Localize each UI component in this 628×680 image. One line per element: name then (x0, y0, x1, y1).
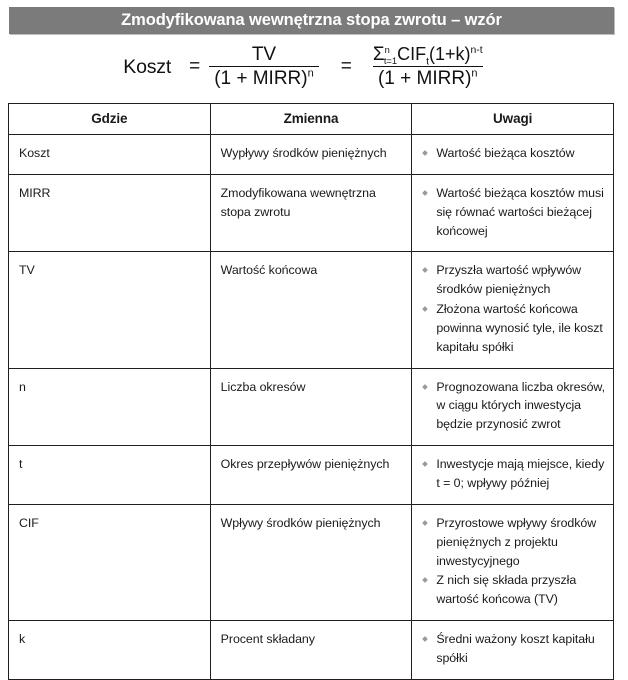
notes-list (422, 455, 607, 493)
column-header-uwagi: Uwagi (412, 104, 614, 135)
cell-notes (412, 504, 614, 620)
cell-symbol: MIRR (9, 174, 211, 252)
fraction-two-numerator (368, 45, 488, 66)
column-header-zmienna: Zmienna (210, 104, 412, 135)
cell-symbol: n (9, 368, 211, 446)
variables-table (8, 103, 614, 680)
cell-variable: Wpływy środków pieniężnych (210, 504, 412, 620)
cell-notes (412, 174, 614, 252)
table-body (9, 135, 614, 680)
note-item: Z nich się składa przyszła wartość końcowa (TV) (422, 571, 607, 609)
fraction-one-denominator-base: (1 + MIRR) (214, 68, 308, 89)
cell-notes (412, 252, 614, 368)
notes-list (422, 630, 607, 668)
note-item: Inwestycje mają miejsce, kiedy t = 0; wpływy później (422, 455, 607, 493)
notes-list (422, 261, 607, 356)
cell-notes (412, 446, 614, 505)
summation-lower-limit: t=1 (383, 56, 398, 67)
note-item: Złożona wartość końcowa powinna wynosić tyle, ile koszt kapitału spółki (422, 300, 607, 357)
cell-notes (412, 135, 614, 175)
summation-upper-limit: n (384, 44, 390, 55)
growth-factor: (1+k) (428, 43, 471, 64)
cell-variable: Okres przepływów pieniężnych (210, 446, 412, 505)
cell-symbol: CIF (9, 504, 211, 620)
cif-subscript: t (426, 56, 429, 68)
fraction-two-denominator-exponent: n (471, 67, 478, 80)
table-row (9, 621, 614, 680)
cell-variable: Wypływy środków pieniężnych (210, 135, 412, 175)
fraction-two-denominator (373, 66, 483, 89)
cif-term: CIF (397, 43, 427, 64)
formula-equals-second: = (340, 56, 352, 77)
notes-list (422, 184, 607, 241)
table-header (9, 104, 614, 135)
cell-variable: Wartość końcowa (210, 252, 412, 368)
cell-symbol: Koszt (9, 135, 211, 175)
mirr-formula (123, 45, 487, 89)
summation-sigma-symbol: Σ (372, 43, 385, 65)
note-item: Przyrostowe wpływy środków pieniężnych z projektu inwestycyjnego (422, 514, 607, 571)
page-title: Zmodyfikowana wewnętrzna stopa zwrotu – wzór (121, 11, 502, 30)
fraction-two-denominator-base: (1 + MIRR) (377, 68, 472, 89)
cell-variable: Liczba okresów (210, 368, 412, 446)
note-item: Wartość bieżąca kosztów musi się równać wartości bieżącej końcowej (422, 184, 607, 241)
note-item: Przyszła wartość wpływów środków pieniężnych (422, 261, 607, 299)
formula-equals-first: = (189, 56, 201, 77)
table-row (9, 446, 614, 505)
formula-block (9, 36, 614, 98)
cell-notes (412, 368, 614, 446)
cell-symbol: TV (9, 252, 211, 368)
fraction-one-denominator (209, 66, 319, 89)
title-bar (9, 7, 614, 34)
note-item: Wartość bieżąca kosztów (422, 144, 607, 163)
formula-fraction-two (368, 45, 488, 89)
fraction-one-numerator: TV (251, 43, 277, 65)
cell-symbol: t (9, 446, 211, 505)
cell-variable: Zmodyfikowana wewnętrzna stopa zwrotu (210, 174, 412, 252)
cell-symbol: k (9, 621, 211, 680)
table-row (9, 174, 614, 252)
cell-variable: Procent składany (210, 621, 412, 680)
table-header-row (9, 104, 614, 135)
note-item: Prognozowana liczba okresów, w ciągu których inwestycja będzie przynosić zwrot (422, 378, 607, 435)
formula-fraction-one (209, 45, 319, 89)
variables-table-container (8, 103, 614, 680)
table-row (9, 504, 614, 620)
table-row (9, 368, 614, 446)
notes-list (422, 144, 607, 163)
notes-list (422, 378, 607, 435)
cell-notes (412, 621, 614, 680)
growth-factor-exponent: n-t (470, 44, 483, 56)
formula-left-label: Koszt (123, 55, 172, 78)
notes-list (422, 514, 607, 609)
table-row (9, 135, 614, 175)
table-row (9, 252, 614, 368)
note-item: Średni ważony koszt kapitału spółki (422, 630, 607, 668)
fraction-one-denominator-exponent: n (307, 67, 314, 80)
column-header-gdzie: Gdzie (9, 104, 211, 135)
